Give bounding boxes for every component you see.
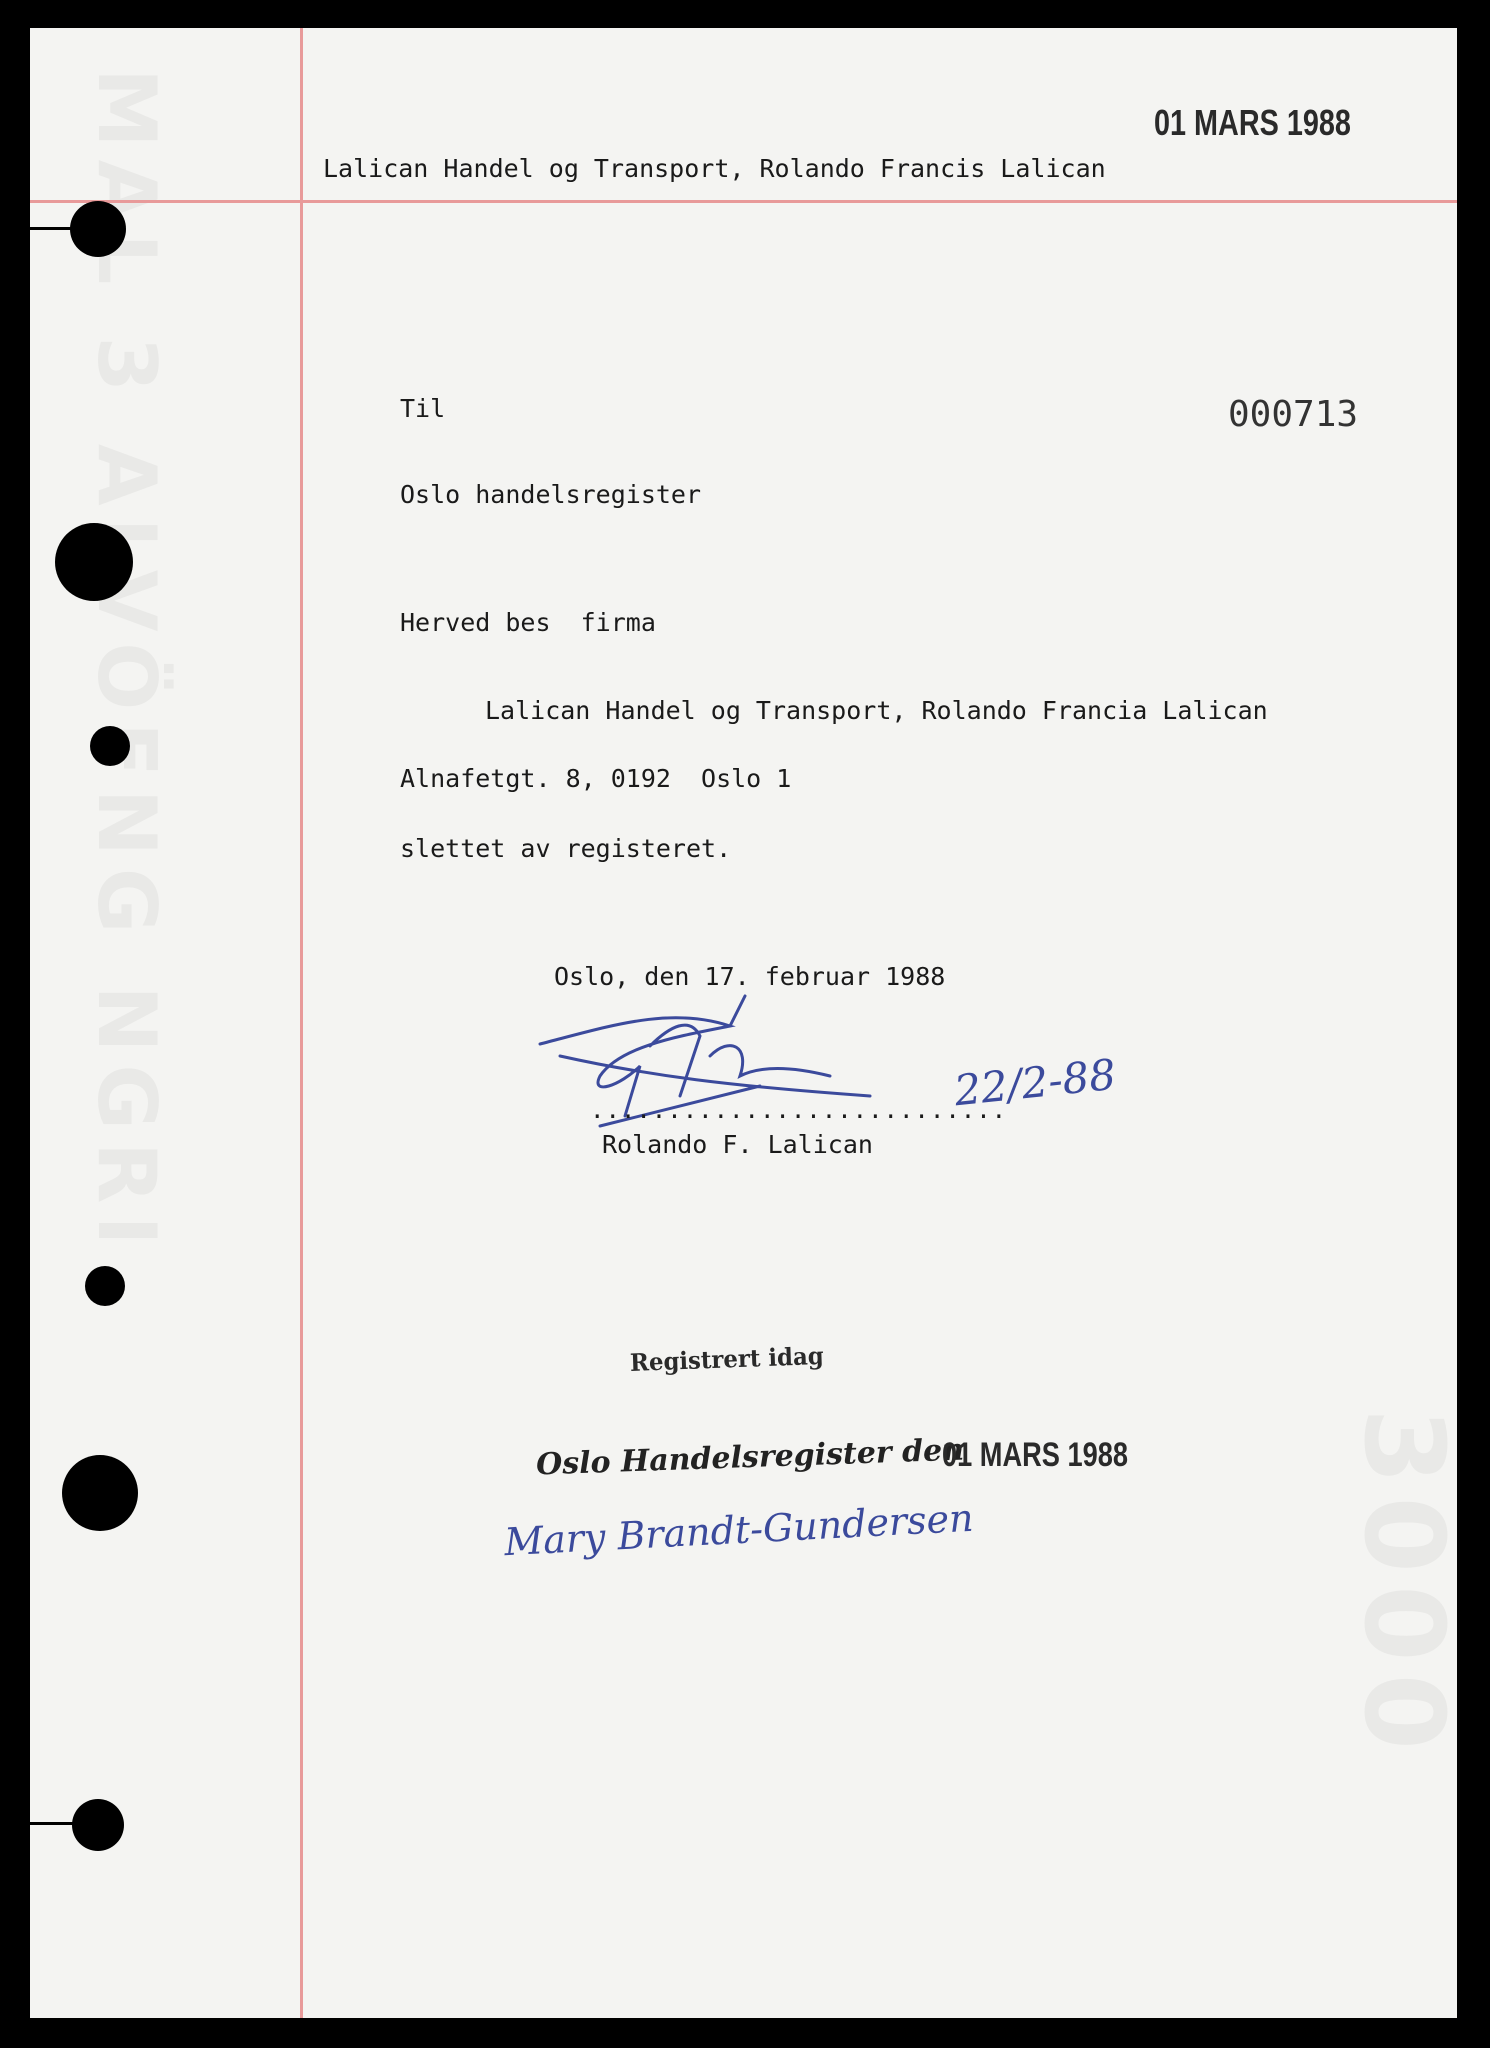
place-date: Oslo, den 17. februar 1988	[554, 962, 946, 991]
recipient-name: Oslo handelsregister	[400, 480, 702, 509]
clerk-signature: Mary Brandt-Gundersen	[503, 1495, 975, 1565]
signer-name: Rolando F. Lalican	[602, 1130, 873, 1159]
watermark-right	[1340, 1408, 1457, 1762]
punch-hole	[70, 201, 126, 257]
punch-hole	[85, 1266, 125, 1306]
signature-line: ...........................	[590, 1096, 1008, 1124]
to-label: Til	[400, 394, 446, 423]
received-date-stamp: 01 MARS 1988	[1154, 102, 1351, 143]
margin-line-vertical	[300, 28, 303, 2018]
punch-hole	[55, 523, 133, 601]
punch-hole	[72, 1799, 124, 1851]
margin-line-horizontal	[30, 200, 1457, 203]
document-number: 000713	[1228, 394, 1359, 435]
company-name: Lalican Handel og Transport, Rolando Francia Lalican	[485, 696, 1268, 725]
registered-label: Registrert idag	[629, 1340, 825, 1377]
punch-hole	[90, 726, 130, 766]
action-text: slettet av registeret.	[400, 834, 732, 863]
company-header: Lalican Handel og Transport, Rolando Francis Lalican	[323, 154, 1106, 183]
registration-date-stamp: 01 MARS 1988	[942, 1436, 1128, 1474]
document-page	[30, 28, 1457, 2018]
request-line: Herved bes firma	[400, 608, 656, 637]
signature-date: 22/2-88	[951, 1049, 1119, 1116]
company-address: Alnafetgt. 8, 0192 Oslo 1	[400, 764, 792, 793]
registry-text: Oslo Handelsregister den	[535, 1432, 965, 1483]
punch-hole	[62, 1455, 138, 1531]
